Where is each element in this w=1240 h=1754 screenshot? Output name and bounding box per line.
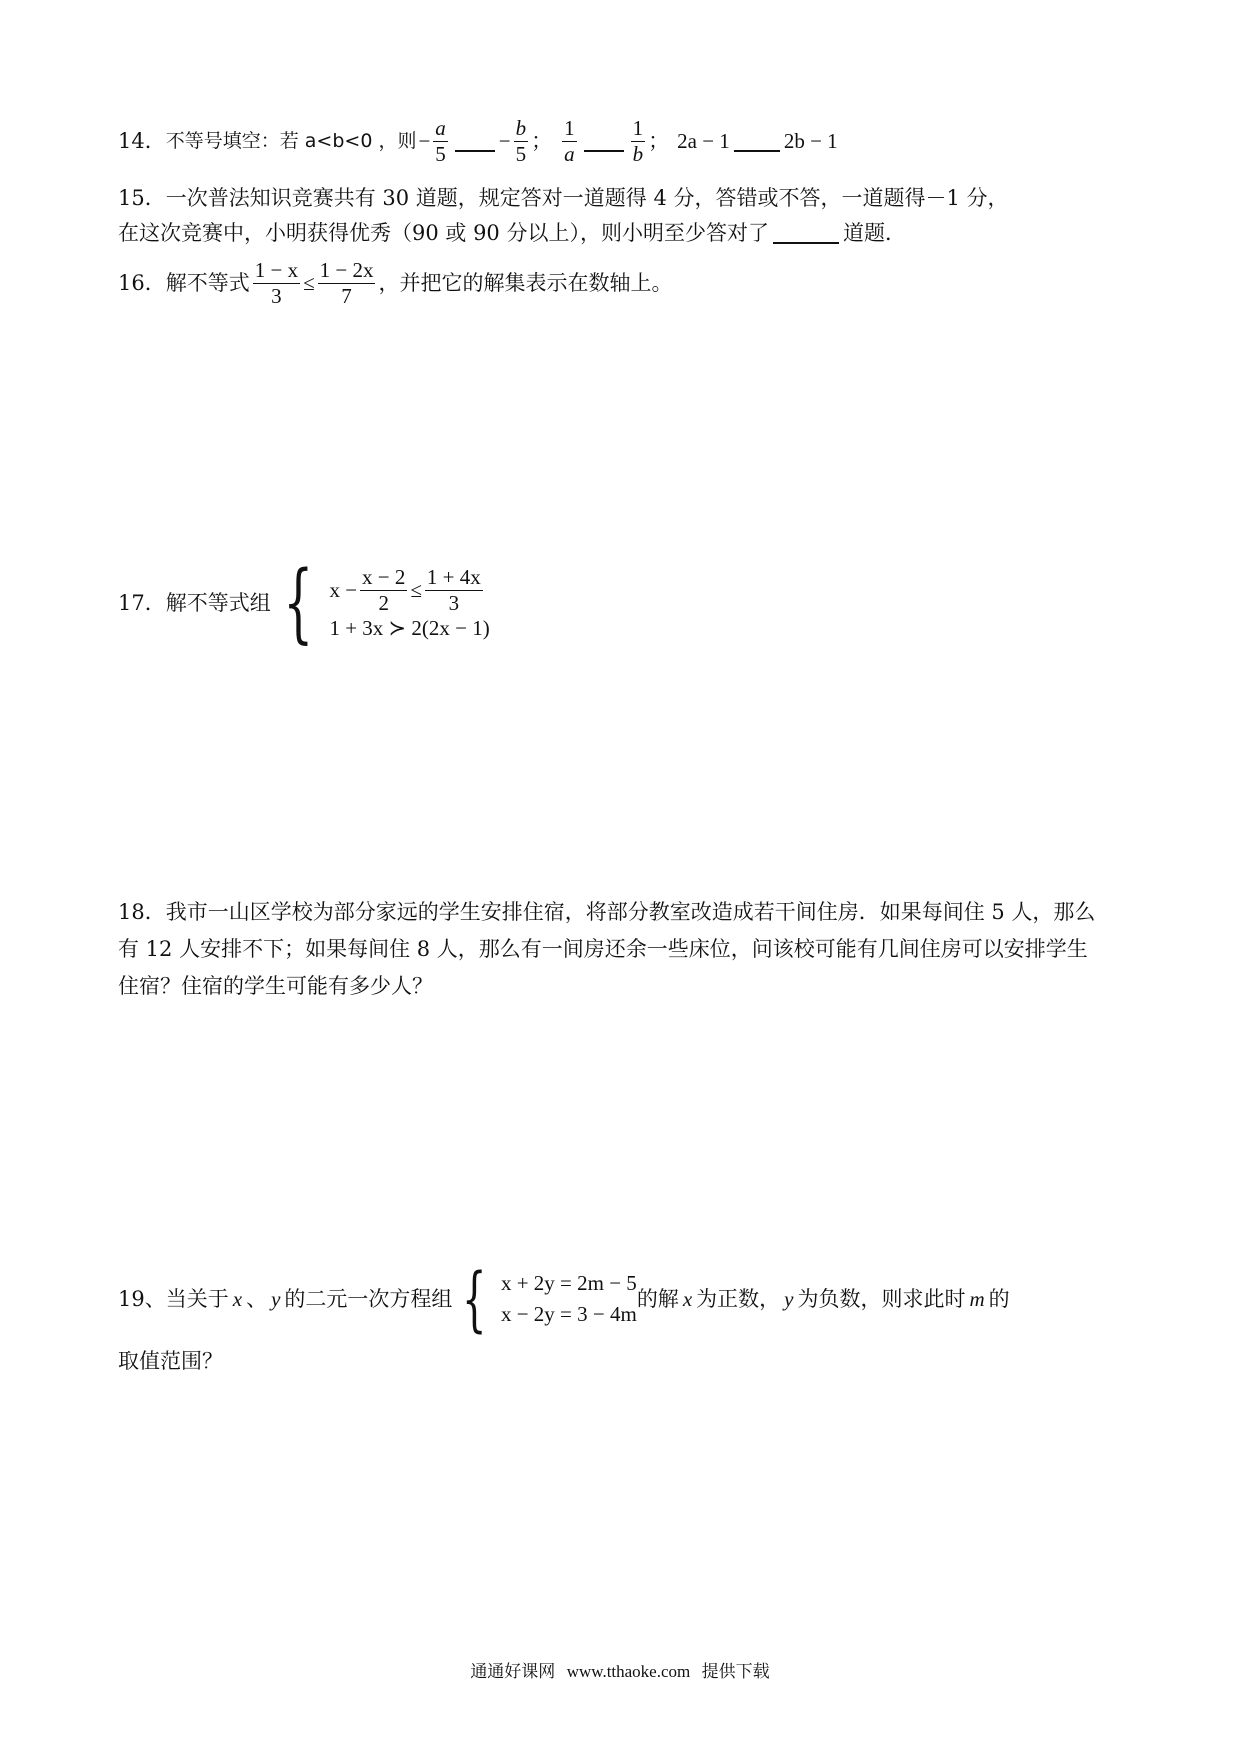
q19-row1: [501, 1273, 637, 1294]
q14-frac-1a-num: 1: [564, 116, 575, 140]
q17-system: [271, 553, 490, 653]
q19-mid: 的二元一次方程组: [284, 1286, 453, 1311]
q19-rows: [501, 1273, 637, 1325]
q19-row2-text: x − 2y = 3 − 4m: [500, 1302, 637, 1326]
question-15-line2: [118, 223, 906, 244]
q14-frac-1a-den: a: [564, 142, 575, 166]
q16-label: 16．解不等式: [118, 271, 250, 295]
q19-var-x2: x: [682, 1286, 693, 1311]
q19-var-y2: y: [784, 1286, 794, 1311]
q16-relation: ≤: [303, 271, 315, 295]
q19-row1-text: x + 2y = 2m − 5: [500, 1271, 637, 1295]
page-footer: [0, 1657, 1240, 1682]
q17-row2-text: 1 + 3x ≻ 2(2x − 1): [329, 616, 490, 640]
q19-sep: 、: [246, 1286, 268, 1311]
q14-frac-a5: [433, 118, 448, 165]
question-17: [118, 553, 490, 653]
question-18-line2: [118, 939, 1088, 960]
q15-answer-blank[interactable]: [773, 224, 839, 244]
q15-line1: 15．一次普法知识竞赛共有 30 道题，规定答对一道题得 4 分，答错或不答，一道题得－1 分，: [118, 186, 1009, 210]
q19-system: [452, 1258, 637, 1340]
q17-label: 17．解不等式组: [118, 590, 271, 615]
q14-expr2: 2b − 1: [783, 129, 838, 153]
q17-row1-rel: ≤: [410, 578, 422, 602]
q19-var-y: y: [271, 1286, 281, 1311]
q19-after4: 的: [988, 1286, 1010, 1311]
q18-line1: 18．我市一山区学校为部分家远的学生安排住宿，将部分教室改造成若干间住房．如果每间住 5 人，那么: [118, 900, 1096, 924]
q19-after1: 的解: [636, 1286, 679, 1311]
question-18-line3: [118, 976, 433, 997]
q17-row1: [329, 567, 489, 614]
question-18-line1: [118, 902, 1095, 923]
q19-row2: [501, 1304, 637, 1325]
q19-var-x: x: [232, 1286, 243, 1311]
q19-brace-icon: {: [462, 1258, 487, 1340]
q14-frac-b5: [514, 118, 529, 165]
q16-right-frac: [318, 260, 376, 307]
q16-right-num: 1 − 2x: [319, 258, 374, 282]
q14-frac-a5-num: a: [435, 116, 446, 140]
q17-row1-rfrac: [425, 567, 483, 614]
q19-after2: 为正数，: [696, 1286, 781, 1311]
question-19-line2: [118, 1351, 223, 1372]
footer-site-name: 通通好课网: [470, 1662, 556, 1682]
q17-row2: [329, 618, 489, 639]
q14-text: 14．: [118, 129, 166, 153]
q14-blank-1[interactable]: [455, 132, 495, 152]
q19-var-m: m: [969, 1286, 985, 1311]
question-19: [118, 1258, 1010, 1340]
q17-row1-rnum: 1 + 4x: [426, 565, 481, 589]
q14-frac-1b-num: 1: [632, 116, 644, 140]
q15-line2a: 在这次竞赛中，小明获得优秀（90 或 90 分以上），则小明至少答对了: [118, 221, 769, 245]
q16-tail: ，并把它的解集表示在数轴上。: [378, 271, 673, 295]
q17-row1-rden: 3: [448, 591, 460, 615]
q14-minus2: −: [498, 129, 511, 153]
q16-right-den: 7: [341, 284, 352, 308]
q17-brace-icon: {: [283, 553, 314, 653]
question-14: [118, 118, 838, 165]
q14-sep1: ；: [531, 129, 553, 153]
q14-stem: 不等号填空：若 a<b<0 ，则: [165, 130, 417, 152]
q14-minus1: −: [418, 129, 431, 153]
q17-row1-x: x −: [329, 578, 358, 602]
q14-blank-3[interactable]: [734, 132, 780, 152]
q14-frac-1b: [631, 118, 646, 165]
q17-row1-fden: 2: [378, 591, 389, 615]
q14-blank-2[interactable]: [584, 132, 624, 152]
q14-frac-b5-den: 5: [515, 142, 527, 166]
q17-rows: [329, 567, 489, 639]
q14-expr1: 2a − 1: [677, 129, 730, 153]
q14-frac-1a: [562, 118, 577, 165]
q19-pre: 19、当关于: [118, 1286, 229, 1311]
q14-sep2: ；: [648, 129, 670, 153]
footer-download-text: 提供下载: [701, 1662, 770, 1682]
q14-frac-a5-den: 5: [435, 142, 446, 166]
q17-row1-frac: [360, 567, 407, 614]
q16-left-den: 3: [271, 284, 282, 308]
q14-frac-1b-den: b: [632, 142, 644, 166]
q16-left-num: 1 − x: [254, 258, 299, 282]
q15-line2b: 道题．: [842, 221, 906, 245]
q19-line2: 取值范围？: [118, 1349, 223, 1373]
q18-line2: 有 12 人安排不下；如果每间住 8 人，那么有一间房还余一些床位，问该校可能有几间住房可以安排学生: [118, 937, 1088, 961]
q17-row1-fnum: x − 2: [362, 565, 406, 589]
question-15-line1: [118, 188, 1009, 209]
footer-url[interactable]: www.tthaoke.com: [566, 1662, 691, 1681]
q18-line3: 住宿？住宿的学生可能有多少人？: [118, 974, 433, 998]
q14-frac-b5-num: b: [515, 116, 527, 140]
q16-left-frac: [253, 260, 300, 307]
q19-after3: 为负数，则求此时: [797, 1286, 966, 1311]
question-16: [118, 260, 672, 307]
